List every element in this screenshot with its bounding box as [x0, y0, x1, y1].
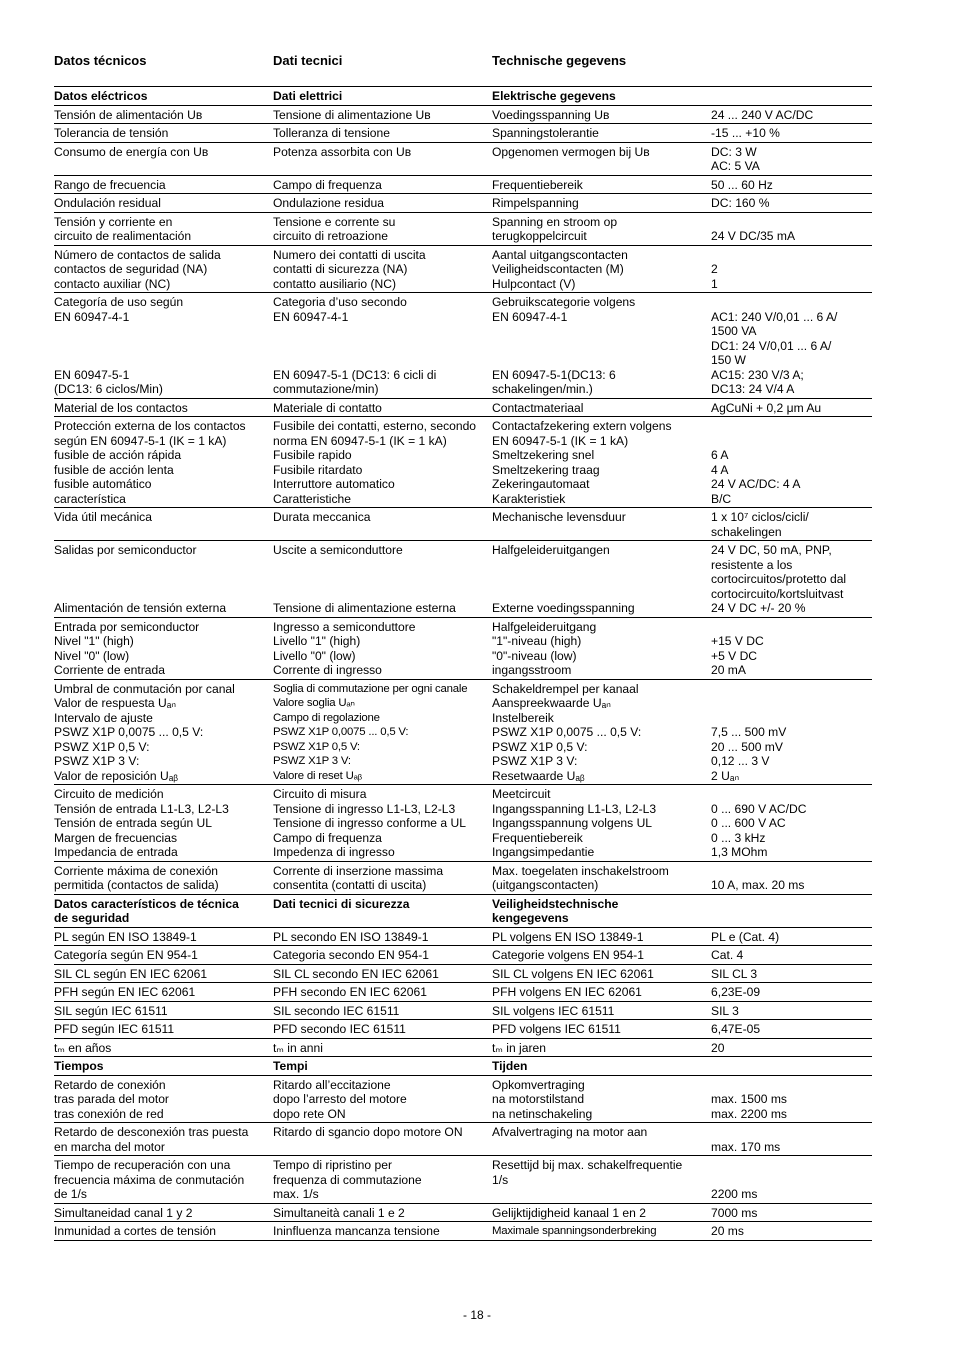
table-row [54, 1075, 872, 1123]
cell-value: 24 V DC/35 mA [711, 212, 872, 245]
cell-es: Entrada por semiconductor Nivel "1" (high) Nivel "0" (low) Corriente de entrada [54, 617, 273, 679]
cell-it: PFH secondo EN IEC 62061 [273, 983, 492, 1002]
cell-value: 10 A, max. 20 ms [711, 861, 872, 894]
cell-nl: Elektrische gegevens [492, 87, 711, 106]
cell-es: PFH según EN IEC 62061 [54, 983, 273, 1002]
cell-nl: Rimpelspanning [492, 194, 711, 213]
cell-es: Umbral de conmutación por canal Valor de respuesta Uₐₙ Intervalo de ajuste PSWZ X1P 0,0075 ... 0,5 V: PSWZ X1P 0,5 V: PSWZ X1P 3 V: Valor de reposición Uₐᵦ [54, 679, 273, 785]
cell-nl: SIL volgens IEC 61511 [492, 1001, 711, 1020]
spec-table-body [54, 87, 872, 1241]
cell-value: 2200 ms [711, 1156, 872, 1204]
cell-value: max. 1500 ms max. 2200 ms [711, 1075, 872, 1123]
cell-it: Fusibile dei contatti, esterno, secondo norma EN 60947-5-1 (IK = 1 kA) Fusibile rapido Fusibile ritardato Interruttore automatico Caratteristiche [273, 417, 492, 508]
cell-value: 7,5 ... 500 mV 20 ... 500 mV 0,12 ... 3 V 2 Uₐₙ [711, 679, 872, 785]
cell-value: 6,47E-05 [711, 1020, 872, 1039]
cell-value: max. 170 ms [711, 1123, 872, 1156]
cell-es: Tensión de alimentación Uʙ [54, 105, 273, 124]
table-row [54, 1222, 872, 1241]
cell-value [711, 894, 872, 927]
cell-nl: Contactafzekering extern volgens EN 60947-5-1 (IK = 1 kA) Smeltzekering snel Smeltzekering traag Zekeringautomaat Karakteristiek [492, 417, 711, 508]
table-row [54, 861, 872, 894]
cell-value [711, 87, 872, 106]
cell-nl: Max. toegelaten inschakelstroom (uitgangscontacten) [492, 861, 711, 894]
cell-nl: PFD volgens IEC 61511 [492, 1020, 711, 1039]
cell-nl: Spanning en stroom op terugkoppelcircuit [492, 212, 711, 245]
cell-es: Tiempos [54, 1057, 273, 1076]
table-row [54, 1001, 872, 1020]
cell-es: Tolerancia de tensión [54, 124, 273, 143]
cell-es: Datos eléctricos [54, 87, 273, 106]
cell-es: Circuito de medición Tensión de entrada L1-L3, L2-L3 Tensión de entrada según UL Margen de frecuencias Impedancia de entrada [54, 785, 273, 862]
cell-value: 6 A 4 A 24 V AC/DC: 4 A B/C [711, 417, 872, 508]
cell-it: Numero dei contatti di uscita contatti di sicurezza (NA) contatto ausiliario (NC) [273, 245, 492, 293]
cell-nl: Voedingsspanning Uʙ [492, 105, 711, 124]
table-row [54, 617, 872, 679]
cell-it: Soglia di commutazione per ogni canale Valore soglia Uₐₙ Campo di regolazione PSWZ X1P 0,0075 ... 0,5 V: PSWZ X1P 0,5 V: PSWZ X1P 3 V: Valore di reset Uₐᵦ [273, 679, 492, 785]
cell-nl: Opkomvertraging na motorstilstand na netinschakeling [492, 1075, 711, 1123]
spec-table [54, 86, 872, 1241]
cell-nl: Spanningstolerantie [492, 124, 711, 143]
cell-value: 1 x 10⁷ ciclos/cicli/ schakelingen [711, 508, 872, 541]
table-row [54, 679, 872, 785]
table-row [54, 785, 872, 862]
table-row [54, 194, 872, 213]
table-row [54, 983, 872, 1002]
cell-value: 2 1 [711, 245, 872, 293]
cell-es: Datos característicos de técnica de seguridad [54, 894, 273, 927]
table-row [54, 1156, 872, 1204]
section-header-row [54, 1057, 872, 1076]
cell-es: Material de los contactos [54, 398, 273, 417]
cell-es: Corriente máxima de conexión permitida (contactos de salida) [54, 861, 273, 894]
cell-value: 24 ... 240 V AC/DC [711, 105, 872, 124]
table-row [54, 245, 872, 293]
cell-nl: Contactmateriaal [492, 398, 711, 417]
cell-it: Dati elettrici [273, 87, 492, 106]
table-row [54, 142, 872, 175]
cell-es: Salidas por semiconductor Alimentación de tensión externa [54, 541, 273, 618]
cell-es: SIL según IEC 61511 [54, 1001, 273, 1020]
cell-es: Tensión y corriente en circuito de realimentación [54, 212, 273, 245]
cell-value: 7000 ms [711, 1203, 872, 1222]
table-row [54, 124, 872, 143]
cell-nl: Gelijktijdigheid kanaal 1 en 2 [492, 1203, 711, 1222]
cell-it: Campo di frequenza [273, 175, 492, 194]
cell-nl: PL volgens EN ISO 13849-1 [492, 927, 711, 946]
cell-value [711, 1057, 872, 1076]
table-row [54, 541, 872, 618]
table-row [54, 1123, 872, 1156]
cell-it: Tensione di alimentazione Uʙ [273, 105, 492, 124]
cell-it: Materiale di contatto [273, 398, 492, 417]
table-row [54, 293, 872, 399]
cell-es: Consumo de energía con Uʙ [54, 142, 273, 175]
cell-es: SIL CL según EN IEC 62061 [54, 964, 273, 983]
cell-nl: Opgenomen vermogen bij Uʙ [492, 142, 711, 175]
table-row [54, 946, 872, 965]
cell-nl: Frequentiebereik [492, 175, 711, 194]
table-row [54, 1038, 872, 1057]
table-row [54, 964, 872, 983]
cell-value: DC: 160 % [711, 194, 872, 213]
cell-value: 50 ... 60 Hz [711, 175, 872, 194]
table-row [54, 417, 872, 508]
cell-nl: Halfgeleideruitgang "1"-niveau (high) "0"-niveau (low) ingangsstroom [492, 617, 711, 679]
cell-value: AC1: 240 V/0,01 ... 6 A/ 1500 VA DC1: 24 V/0,01 ... 6 A/ 150 W AC15: 230 V/3 A; DC13: 24 V/4 A [711, 293, 872, 399]
cell-es: Categoría de uso según EN 60947-4-1 EN 60947-5-1 (DC13: 6 ciclos/Min) [54, 293, 273, 399]
cell-it: PL secondo EN ISO 13849-1 [273, 927, 492, 946]
cell-it: SIL secondo IEC 61511 [273, 1001, 492, 1020]
cell-it: Potenza assorbita con Uʙ [273, 142, 492, 175]
cell-nl: Aantal uitgangscontacten Veiligheidscontacten (M) Hulpcontact (V) [492, 245, 711, 293]
cell-nl: tₘ in jaren [492, 1038, 711, 1057]
cell-nl: Veiligheidstechnische kengegevens [492, 894, 711, 927]
table-row [54, 398, 872, 417]
cell-it: Ritardo all’eccitazione dopo l’arresto del motore dopo rete ON [273, 1075, 492, 1123]
cell-es: Inmunidad a cortes de tensión [54, 1222, 273, 1241]
cell-nl: Maximale spanningsonderbreking [492, 1222, 711, 1241]
cell-value: SIL 3 [711, 1001, 872, 1020]
cell-it: Ondulazione residua [273, 194, 492, 213]
cell-value: PL e (Cat. 4) [711, 927, 872, 946]
cell-es: Simultaneidad canal 1 y 2 [54, 1203, 273, 1222]
cell-es: Protección externa de los contactos según EN 60947-5-1 (IK = 1 kA) fusible de acción rápida fusible de acción lenta fusible automático característica [54, 417, 273, 508]
cell-it: Ininfluenza mancanza tensione [273, 1222, 492, 1241]
cell-nl: Gebruikscategorie volgens EN 60947-4-1 EN 60947-5-1(DC13: 6 schakelingen/min.) [492, 293, 711, 399]
section-header-row [54, 87, 872, 106]
cell-it: Uscite a semiconduttore Tensione di alimentazione esterna [273, 541, 492, 618]
cell-value: SIL CL 3 [711, 964, 872, 983]
cell-es: Retardo de conexión tras parada del motor tras conexión de red [54, 1075, 273, 1123]
column-header-nl: Technische gegevens [492, 53, 627, 68]
table-row [54, 1203, 872, 1222]
cell-es: Categoría según EN 954-1 [54, 946, 273, 965]
cell-it: Ritardo di sgancio dopo motore ON [273, 1123, 492, 1156]
cell-it: Tensione e corrente su circuito di retroazione [273, 212, 492, 245]
cell-nl: PFH volgens EN IEC 62061 [492, 983, 711, 1002]
cell-nl: Tijden [492, 1057, 711, 1076]
table-row [54, 212, 872, 245]
cell-nl: Halfgeleideruitgangen Externe voedingsspanning [492, 541, 711, 618]
cell-value: 24 V DC, 50 mA, PNP, resistente a los cortocircuitos/protetto dal cortocircuito/kortsluitvast 24 V DC +/- 20 % [711, 541, 872, 618]
cell-nl: Resettijd bij max. schakelfrequentie 1/s [492, 1156, 711, 1204]
cell-nl: Meetcircuit Ingangsspanning L1-L3, L2-L3 Ingangsspannung volgens UL Frequentiebereik Ingangsimpedantie [492, 785, 711, 862]
cell-it: Simultaneità canali 1 e 2 [273, 1203, 492, 1222]
cell-es: Número de contactos de salida contactos de seguridad (NA) contacto auxiliar (NC) [54, 245, 273, 293]
cell-it: Corrente di inserzione massima consentita (contatti di uscita) [273, 861, 492, 894]
table-row [54, 1020, 872, 1039]
cell-it: Categoria secondo EN 954-1 [273, 946, 492, 965]
cell-value: 20 [711, 1038, 872, 1057]
cell-it: PFD secondo IEC 61511 [273, 1020, 492, 1039]
page-number: - 18 - [462, 1308, 491, 1322]
cell-es: tₘ en años [54, 1038, 273, 1057]
cell-it: Tempi [273, 1057, 492, 1076]
cell-value: 6,23E-09 [711, 983, 872, 1002]
cell-it: Tempo di ripristino per frequenza di commutazione max. 1/s [273, 1156, 492, 1204]
cell-es: PL según EN ISO 13849-1 [54, 927, 273, 946]
cell-es: Ondulación residual [54, 194, 273, 213]
cell-it: tₘ in anni [273, 1038, 492, 1057]
cell-it: Ingresso a semiconduttore Livello "1" (high) Livello "0" (low) Corrente di ingresso [273, 617, 492, 679]
column-header-it: Dati tecnici [273, 53, 343, 68]
cell-nl: Schakeldrempel per kanaal Aanspreekwaarde Uₐₙ Instelbereik PSWZ X1P 0,0075 ... 0,5 V: PSWZ X1P 0,5 V: PSWZ X1P 3 V: Resetwaarde Uₐᵦ [492, 679, 711, 785]
column-header-es: Datos técnicos [54, 53, 147, 68]
cell-value: -15 ... +10 % [711, 124, 872, 143]
cell-es: PFD según IEC 61511 [54, 1020, 273, 1039]
cell-value: +15 V DC +5 V DC 20 mA [711, 617, 872, 679]
cell-it: Categoria d’uso secondo EN 60947-4-1 EN 60947-5-1 (DC13: 6 cicli di commutazione/min) [273, 293, 492, 399]
table-row [54, 927, 872, 946]
cell-nl: Afvalvertraging na motor aan [492, 1123, 711, 1156]
section-header-row [54, 894, 872, 927]
table-row [54, 508, 872, 541]
cell-nl: SIL CL volgens EN IEC 62061 [492, 964, 711, 983]
cell-es: Tiempo de recuperación con una frecuencia máxima de conmutación de 1/s [54, 1156, 273, 1204]
cell-nl: Mechanische levensduur [492, 508, 711, 541]
cell-value: 0 ... 690 V AC/DC 0 ... 600 V AC 0 ... 3 kHz 1,3 MOhm [711, 785, 872, 862]
cell-it: Dati tecnici di sicurezza [273, 894, 492, 927]
cell-value: AgCuNi + 0,2 μm Au [711, 398, 872, 417]
table-row [54, 105, 872, 124]
cell-value: DC: 3 W AC: 5 VA [711, 142, 872, 175]
cell-es: Rango de frecuencia [54, 175, 273, 194]
cell-es: Retardo de desconexión tras puesta en marcha del motor [54, 1123, 273, 1156]
cell-nl: Categorie volgens EN 954-1 [492, 946, 711, 965]
cell-it: Durata meccanica [273, 508, 492, 541]
cell-es: Vida útil mecánica [54, 508, 273, 541]
cell-value: Cat. 4 [711, 946, 872, 965]
table-row [54, 175, 872, 194]
cell-it: Tolleranza di tensione [273, 124, 492, 143]
column-headers [54, 53, 872, 73]
cell-it: Circuito di misura Tensione di ingresso L1-L3, L2-L3 Tensione di ingresso conforme a UL Campo di frequenza Impedenza di ingresso [273, 785, 492, 862]
cell-value: 20 ms [711, 1222, 872, 1241]
cell-it: SIL CL secondo EN IEC 62061 [273, 964, 492, 983]
